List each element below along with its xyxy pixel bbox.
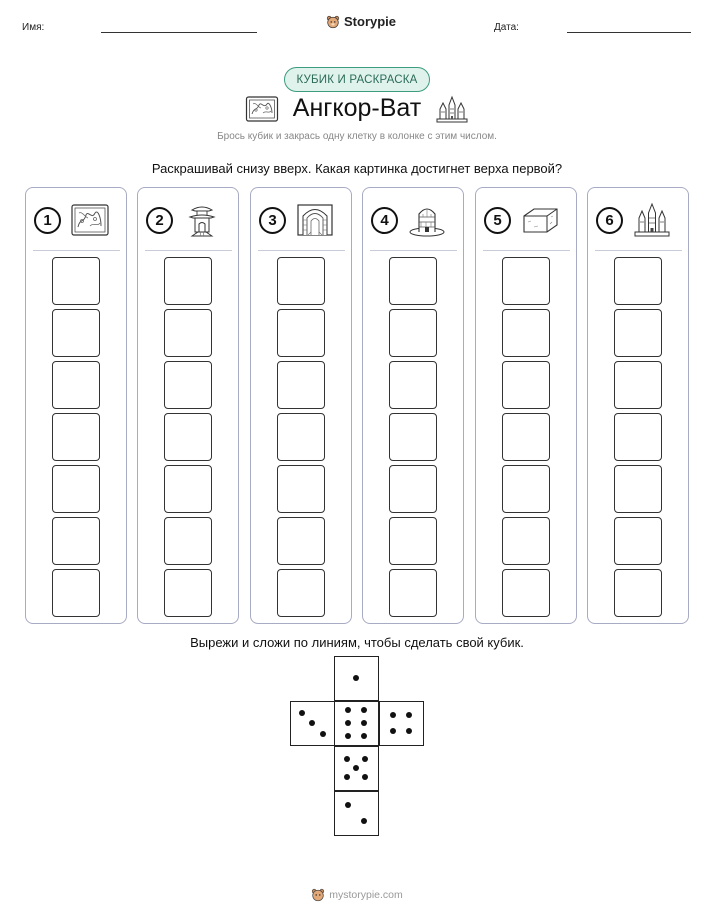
color-cell[interactable] [614,413,662,461]
column-divider [370,250,457,251]
color-cell[interactable] [52,257,100,305]
color-cell[interactable] [277,465,325,513]
color-cell[interactable] [614,309,662,357]
die-pip [390,728,396,734]
column-number: 5 [484,207,511,234]
name-label: Имя: [22,22,45,33]
die-pip [320,731,326,737]
color-cell[interactable] [52,569,100,617]
column-6 [587,187,689,624]
color-cell[interactable] [614,517,662,565]
temple-icon [632,202,672,238]
color-cell[interactable] [389,413,437,461]
color-cell[interactable] [502,413,550,461]
die-face-1 [334,656,379,701]
color-cell[interactable] [277,309,325,357]
roll-instruction: Брось кубик и закрась одну клетку в колонке с этим числом. [217,131,497,142]
die-pip [299,710,305,716]
color-cell[interactable] [277,569,325,617]
column-divider [145,250,232,251]
color-cell[interactable] [277,257,325,305]
die-pip [345,802,351,808]
column-4 [362,187,464,624]
color-cell[interactable] [614,569,662,617]
storypie-bear-icon [311,888,325,902]
color-cell[interactable] [502,309,550,357]
die-pip [362,774,368,780]
die-pip [406,712,412,718]
bas-relief-icon [70,202,110,238]
activity-badge: КУБИК И РАСКРАСКА [284,67,430,92]
die-pip [345,720,351,726]
column-number: 3 [259,207,286,234]
column-number: 1 [34,207,61,234]
round-tower-icon [407,202,447,238]
color-cell[interactable] [614,257,662,305]
die-pip [309,720,315,726]
column-5 [475,187,577,624]
die-pip [361,733,367,739]
die-pip [345,707,351,713]
storypie-logo [326,14,396,29]
color-cell[interactable] [164,309,212,357]
die-face-5 [334,746,379,791]
color-cell[interactable] [52,517,100,565]
color-cell[interactable] [277,361,325,409]
die-pip [361,707,367,713]
color-cell[interactable] [389,517,437,565]
die-face-2 [334,791,379,836]
gate-icon [182,202,222,238]
color-cell[interactable] [389,569,437,617]
column-divider [595,250,682,251]
column-3 [250,187,352,624]
cube-net-caption: Вырежи и сложи по линиям, чтобы сделать свой кубик. [190,635,524,650]
color-cell[interactable] [389,361,437,409]
column-1 [25,187,127,624]
die-face-6 [334,701,379,746]
coloring-instruction: Раскрашивай снизу вверх. Какая картинка достигнет верха первой? [151,161,563,176]
die-face-3 [290,701,335,746]
temple-icon [435,95,469,123]
die-pip [390,712,396,718]
die-face-4 [379,701,424,746]
column-divider [483,250,570,251]
page-title: Ангкор-Ват [292,94,422,122]
color-cell[interactable] [52,465,100,513]
footer-url[interactable]: mystorypie.com [329,889,403,901]
color-cell[interactable] [52,309,100,357]
die-pip [362,756,368,762]
die-pip [344,756,350,762]
color-cell[interactable] [502,569,550,617]
die-pip [406,728,412,734]
column-2 [137,187,239,624]
color-cell[interactable] [389,309,437,357]
color-cell[interactable] [164,517,212,565]
die-pip [353,765,359,771]
color-cell[interactable] [277,517,325,565]
color-cell[interactable] [389,465,437,513]
color-cell[interactable] [614,465,662,513]
color-cell[interactable] [164,361,212,409]
color-cell[interactable] [164,569,212,617]
color-cell[interactable] [614,361,662,409]
brand-name: Storypie [344,14,397,29]
color-cell[interactable] [502,517,550,565]
column-number: 2 [146,207,173,234]
date-label: Дата: [494,22,519,33]
color-cell[interactable] [502,257,550,305]
column-divider [33,250,120,251]
color-cell[interactable] [164,257,212,305]
column-divider [258,250,345,251]
gallery-corridor-icon [295,202,335,238]
color-cell[interactable] [164,465,212,513]
color-cell[interactable] [502,361,550,409]
column-number: 4 [371,207,398,234]
color-cell[interactable] [52,413,100,461]
color-cell[interactable] [164,413,212,461]
color-cell[interactable] [277,413,325,461]
die-pip [361,818,367,824]
die-pip [344,774,350,780]
color-cell[interactable] [52,361,100,409]
die-pip [361,720,367,726]
footer [0,888,714,902]
column-number: 6 [596,207,623,234]
color-cell[interactable] [389,257,437,305]
date-line[interactable] [567,32,691,33]
stone-block-icon [520,202,560,238]
name-line[interactable] [101,32,257,33]
storypie-bear-icon [326,15,340,29]
die-pip [353,675,359,681]
color-cell[interactable] [502,465,550,513]
die-pip [345,733,351,739]
